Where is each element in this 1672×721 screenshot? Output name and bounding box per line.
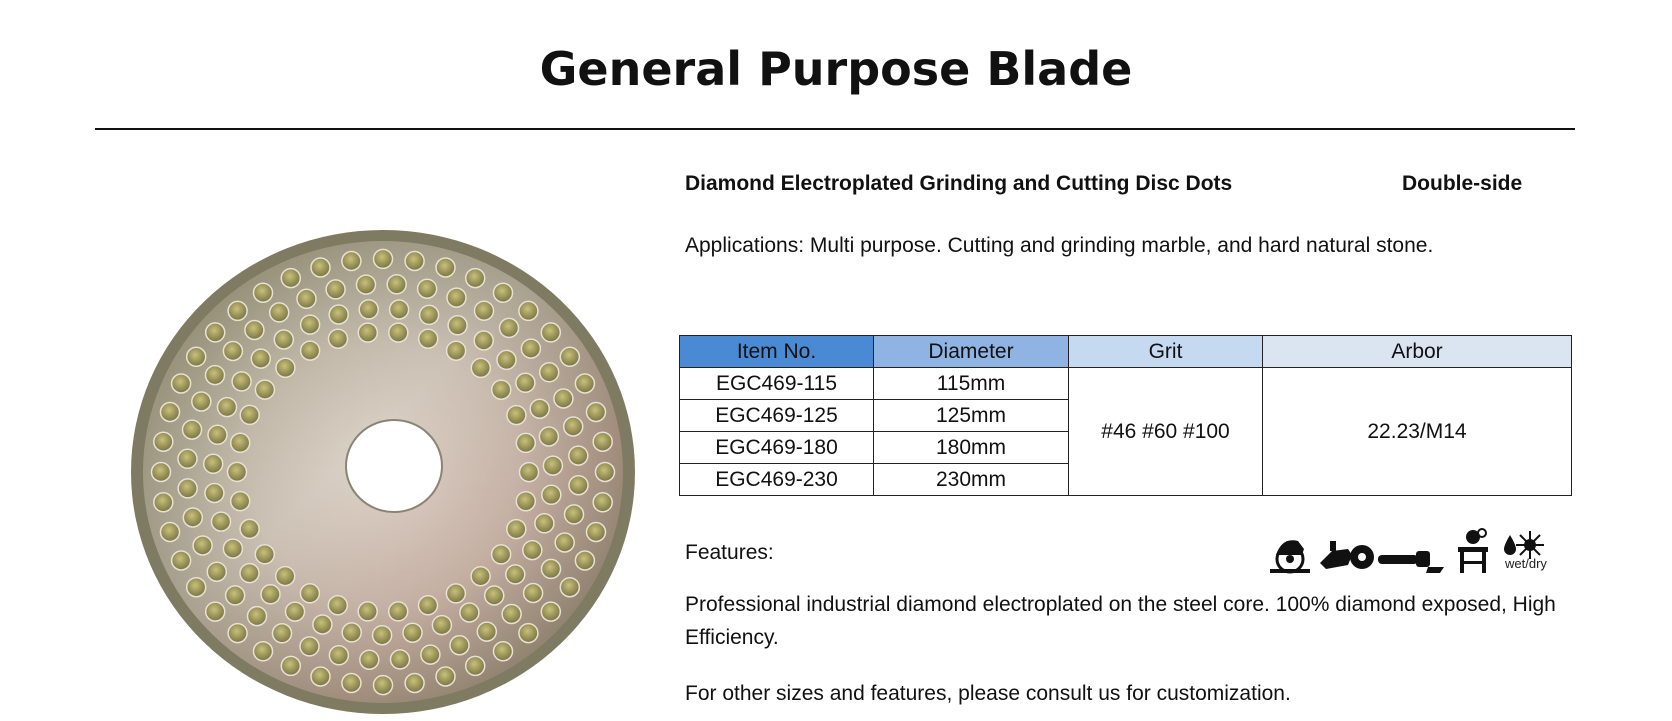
diamond-dot (543, 456, 562, 475)
product-name: Diamond Electroplated Grinding and Cutting Disc Dots (685, 172, 1233, 195)
diamond-dot (569, 476, 588, 495)
diamond-dot (587, 523, 606, 542)
diamond-dot (152, 463, 171, 482)
arbor-cell: 22.23/M14 (1263, 368, 1572, 496)
diamond-dot (360, 650, 379, 669)
diamond-dot (466, 656, 485, 675)
diamond-dot (192, 392, 211, 411)
spec-table (679, 335, 1572, 496)
diamond-dot (231, 433, 250, 452)
diamond-dot (270, 303, 289, 322)
diamond-dot (329, 646, 348, 665)
diamond-dot (206, 602, 225, 621)
diamond-dot (297, 289, 316, 308)
diamond-dot (240, 405, 259, 424)
diamond-dot (359, 300, 378, 319)
grit-cell: #46 #60 #100 (1069, 368, 1263, 496)
diamond-dot (521, 339, 540, 358)
diamond-dot (569, 446, 588, 465)
diamond-dot (206, 323, 225, 342)
diamond-dot (403, 623, 422, 642)
diamond-dot (564, 417, 583, 436)
diamond-dot (448, 316, 467, 335)
header-arbor: Arbor (1263, 336, 1572, 368)
diamond-dot (205, 484, 224, 503)
diamond-dot (405, 252, 424, 271)
diamond-dot (183, 420, 202, 439)
item-no-cell: EGC469-230 (680, 464, 874, 496)
diamond-dot (535, 514, 554, 533)
diamond-dot (172, 374, 191, 393)
diamond-dot (300, 584, 319, 603)
diamond-dot (311, 667, 330, 686)
diamond-dot (419, 329, 438, 348)
diamond-dot (523, 541, 542, 560)
diamond-dot (313, 615, 332, 634)
diamond-dot (500, 318, 519, 337)
diamond-dot (502, 605, 521, 624)
diamond-dot (276, 358, 295, 377)
diamond-dot (471, 358, 490, 377)
diamond-dot (516, 433, 535, 452)
diamond-dot (497, 350, 516, 369)
diamond-dot (519, 624, 538, 643)
diamond-dot (274, 330, 293, 349)
diamond-dot (232, 372, 251, 391)
diamond-dot (311, 258, 330, 277)
diamond-dot (286, 602, 305, 621)
diameter-cell: 180mm (874, 432, 1069, 464)
item-no-cell: EGC469-125 (680, 400, 874, 432)
diamond-dot (554, 389, 573, 408)
diamond-dot (228, 301, 247, 320)
diamond-dot (460, 603, 479, 622)
diamond-dot (447, 288, 466, 307)
diamond-dot (519, 301, 538, 320)
diameter-cell: 115mm (874, 368, 1069, 400)
diamond-dot (541, 323, 560, 342)
diameter-cell: 125mm (874, 400, 1069, 432)
diamond-dot (587, 403, 606, 422)
diamond-dot (565, 505, 584, 524)
diamond-dot (374, 249, 393, 268)
diamond-dot (342, 623, 361, 642)
diamond-dot (172, 551, 191, 570)
diamond-dot (507, 520, 526, 539)
diamond-dot (540, 363, 559, 382)
diamond-dot (301, 315, 320, 334)
diamond-dot (389, 602, 408, 621)
diamond-dot (506, 565, 525, 584)
diamond-dot (207, 562, 226, 581)
title-divider (95, 128, 1575, 130)
diamond-dot (421, 645, 440, 664)
diamond-dot (254, 642, 273, 661)
diamond-dot (516, 373, 535, 392)
diamond-dot (390, 300, 409, 319)
features-label: Features: (685, 541, 774, 564)
diamond-dot (492, 380, 511, 399)
diamond-dot (183, 508, 202, 527)
diamond-dot (494, 283, 513, 302)
diamond-dot (223, 342, 242, 361)
diamond-dot (208, 425, 227, 444)
diamond-dot (187, 347, 206, 366)
diamond-dot (419, 596, 438, 615)
diamond-dot (255, 545, 274, 564)
cutoff-saw-icon (1320, 541, 1374, 569)
diamond-dot (560, 347, 579, 366)
diamond-dot (432, 616, 451, 635)
consult-text: For other sizes and features, please consult us for customization. (685, 682, 1291, 705)
header-diameter: Diameter (874, 336, 1069, 368)
diamond-dot (329, 329, 348, 348)
table-header-row (680, 336, 1572, 368)
diamond-dot (373, 626, 392, 645)
table-saw-icon (1458, 529, 1488, 573)
applications-text: Applications: Multi purpose. Cutting and grinding marble, and hard natural stone. (685, 234, 1434, 257)
diamond-dot (475, 301, 494, 320)
diamond-dot (326, 280, 345, 299)
diamond-dot (226, 586, 245, 605)
diamond-dot (520, 463, 539, 482)
diamond-dot (254, 283, 273, 302)
diamond-dot (161, 403, 180, 422)
diamond-dot (474, 331, 493, 350)
diamond-dot (154, 432, 173, 451)
diamond-dot (281, 269, 300, 288)
diamond-dot (273, 624, 292, 643)
diamond-dot (418, 279, 437, 298)
diamond-dot (593, 493, 612, 512)
diamond-dot (485, 586, 504, 605)
diamond-dot (240, 564, 259, 583)
diamond-dot (446, 584, 465, 603)
diamond-dot (471, 567, 490, 586)
diamond-dot (593, 432, 612, 451)
diamond-dot (228, 462, 247, 481)
page-title: General Purpose Blade (539, 42, 1133, 96)
diamond-dot (436, 258, 455, 277)
diamond-dot (178, 449, 197, 468)
diamond-dot (328, 596, 347, 615)
diamond-dot (389, 323, 408, 342)
diamond-dot (193, 536, 212, 555)
diamond-dot (161, 523, 180, 542)
diamond-dot (387, 275, 406, 294)
circular-saw-icon (1270, 540, 1310, 573)
blade-image (128, 228, 638, 718)
diamond-dot (204, 454, 223, 473)
diamond-dot (342, 674, 361, 693)
diamond-dot (391, 650, 410, 669)
side-label: Double-side (1402, 172, 1523, 195)
wet-dry-label: wet/dry (1505, 556, 1547, 571)
diamond-dot (542, 559, 561, 578)
diamond-dot (212, 512, 231, 531)
diamond-dot (477, 622, 496, 641)
diamond-dot (218, 398, 237, 417)
diamond-dot (187, 578, 206, 597)
diamond-dot (223, 539, 242, 558)
diamond-dot (300, 637, 319, 656)
diamond-dot (516, 492, 535, 511)
diamond-dot (281, 656, 300, 675)
diamond-dot (248, 607, 267, 626)
diamond-dot (301, 341, 320, 360)
diamond-dot (358, 602, 377, 621)
header-item-no: Item No. (680, 336, 874, 368)
header-grit: Grit (1069, 336, 1263, 368)
diamond-dot (357, 275, 376, 294)
diamond-dot (539, 427, 558, 446)
diamond-dot (436, 667, 455, 686)
diameter-cell: 230mm (874, 464, 1069, 496)
diamond-dot (154, 493, 173, 512)
diamond-dot (555, 533, 574, 552)
diamond-dot (541, 602, 560, 621)
diamond-dot (206, 366, 225, 385)
diamond-dot (255, 380, 274, 399)
wet-dry-icon (1504, 531, 1544, 559)
diamond-dot (560, 578, 579, 597)
diamond-dot (231, 492, 250, 511)
diamond-dot (245, 321, 264, 340)
diamond-dot (358, 323, 377, 342)
item-no-cell: EGC469-180 (680, 432, 874, 464)
diamond-dot (492, 545, 511, 564)
item-no-cell: EGC469-115 (680, 368, 874, 400)
diamond-dot (450, 636, 469, 655)
diamond-dot (228, 624, 247, 643)
diamond-dot (374, 676, 393, 695)
diamond-dot (575, 551, 594, 570)
diamond-dot (447, 341, 466, 360)
diamond-dot (507, 406, 526, 425)
diamond-dot (420, 305, 439, 324)
diamond-dot (342, 252, 361, 271)
angle-grinder-icon (1378, 551, 1444, 573)
diamond-dot (251, 349, 270, 368)
features-text: Professional industrial diamond electroplated on the steel core. 100% diamond exposed, High Efficiency. (685, 593, 1556, 649)
table-row (680, 368, 1572, 400)
diamond-dot (575, 374, 594, 393)
diamond-dot (261, 585, 280, 604)
diamond-dot (178, 479, 197, 498)
diamond-dot (405, 674, 424, 693)
diamond-dot (530, 399, 549, 418)
diamond-dot (276, 567, 295, 586)
diamond-dot (524, 584, 543, 603)
diamond-dot (240, 519, 259, 538)
diamond-dot (329, 305, 348, 324)
diamond-dot (494, 642, 513, 661)
diamond-dot (542, 485, 561, 504)
diamond-dot (596, 463, 615, 482)
diamond-dot (466, 269, 485, 288)
